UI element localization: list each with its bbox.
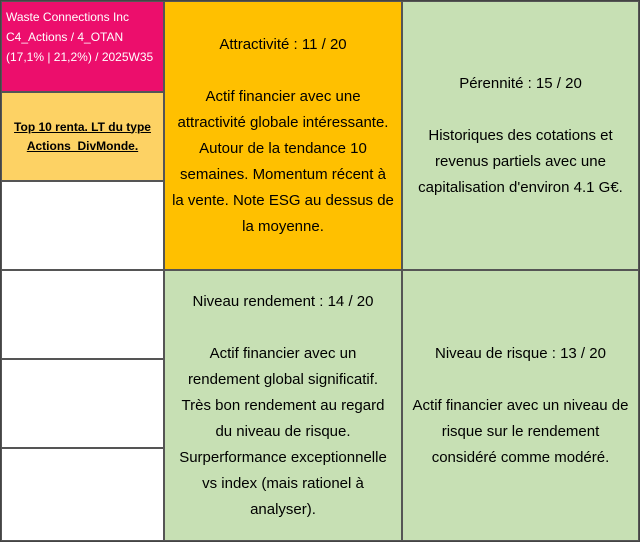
risque-text [413, 393, 629, 471]
category-line-2: Actions_DivMonde. [26, 138, 139, 153]
empty-cell-2 [1, 270, 164, 359]
rendement-line: vs index (mais rationel à [202, 474, 364, 492]
perennite-line: revenus partiels avec une [435, 152, 606, 170]
risque-title: Niveau de risque : 13 / 20 [435, 344, 606, 362]
category-line-1: Top 10 renta. LT du type [14, 119, 151, 134]
perennite-title: Pérennité : 15 / 20 [459, 74, 582, 92]
risque-panel [402, 270, 639, 541]
attractivite-line: la moyenne. [242, 217, 324, 235]
asset-info-cell [1, 1, 164, 92]
risque-line: Actif financier avec un niveau de [412, 396, 629, 414]
empty-cell-1 [1, 181, 164, 270]
rendement-line: Actif financier avec un [209, 344, 357, 362]
rendement-line: analyser). [250, 500, 316, 518]
attractivite-line: semaines. Momentum récent à [180, 165, 386, 183]
attractivite-text [172, 84, 394, 240]
empty-cell-4 [1, 448, 164, 541]
attractivite-line: attractivité globale intéressante. [177, 113, 389, 131]
category-cell [1, 92, 164, 181]
rendement-line: Surperformance exceptionnelle [179, 448, 387, 466]
attractivite-line: Actif financier avec une [205, 87, 361, 105]
attractivite-title: Attractivité : 11 / 20 [219, 35, 347, 53]
rendement-text [179, 341, 387, 523]
asset-name: Waste Connections Inc [6, 10, 129, 24]
asset-classification: C4_Actions / 4_OTAN [6, 30, 124, 44]
risque-line: considéré comme modéré. [431, 448, 610, 466]
rendement-line: Très bon rendement au regard [181, 396, 385, 414]
perennite-line: Historiques des cotations et [428, 126, 613, 144]
risque-line: risque sur le rendement [441, 422, 600, 440]
rendement-line: rendement global significatif. [187, 370, 379, 388]
attractivite-line: la vente. Note ESG au dessus de [172, 191, 394, 209]
perennite-panel [402, 1, 639, 270]
rendement-line: du niveau de risque. [215, 422, 351, 440]
attractivite-panel [164, 1, 402, 270]
rendement-panel [164, 270, 402, 541]
perennite-line: capitalisation d'environ 4.1 G€. [418, 178, 623, 196]
rendement-title: Niveau rendement : 14 / 20 [192, 292, 374, 310]
perennite-text [418, 123, 623, 201]
attractivite-line: Autour de la tendance 10 [199, 139, 367, 157]
asset-performance-week: (17,1% | 21,2%) / 2025W35 [6, 50, 154, 64]
empty-cell-3 [1, 359, 164, 448]
